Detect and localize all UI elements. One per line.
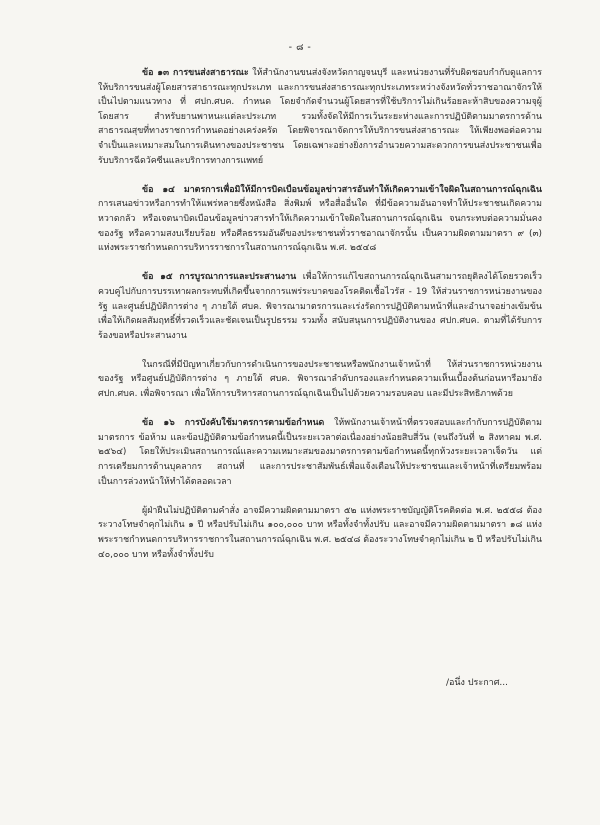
section-14-title: ข้อ ๑๔ มาตรการเพื่อมิให้มีการบิดเบือนข้อมูลข่าวสารอันทำให้เกิดความเข้าใจผิดในสถานการณ์ฉุกเฉิน bbox=[142, 184, 542, 195]
section-15 bbox=[98, 270, 542, 343]
section-16-text: ให้พนักงานเจ้าหน้าที่ตรวจสอบและกำกับการปฏิบัติตามมาตรการ ข้อห้าม และข้อปฏิบัติตามข้อกำหนดนี้เป็นระยะเวลาต่อเนื่องอย่างน้อยสิบสี่วัน (จนถึงวันที่ ๒ สิงหาคม พ.ศ. ๒๕๖๔) โดยให้ประเมินสถานการณ์และความเหมาะสมของมาตรการตามข้อกำหนดนี้ทุกห้วงระยะเวลาเจ็ดวัน แต่การเตรียมการด้านบุคลากร สถานที่ และการประชาสัมพันธ์เพื่อแจ้งเตือนให้ประชาชนและเจ้าหน้าที่เตรียมพร้อมเป็นการล่วงหน้าให้ทำได้ตลอดเวลา bbox=[98, 418, 542, 487]
section-13 bbox=[98, 66, 542, 168]
section-16-title: ข้อ ๑๖ การบังคับใช้มาตรการตามข้อกำหนด bbox=[142, 418, 325, 429]
document-body bbox=[98, 66, 542, 562]
section-16 bbox=[98, 416, 542, 489]
section-15-text: เพื่อให้การแก้ไขสถานการณ์ฉุกเฉินสามารถยุติลงได้โดยรวดเร็ว ควบคู่ไปกับการบรรเทาผลกระทบที่เกิดขึ้นจากการแพร่ระบาดของโรคติดเชื้อไวรัส - 19 ให้ส่วนราชการหน่วยงานของรัฐ และศูนย์ปฏิบัติการต่าง ๆ ภายใต้ ศบค. พิจารณามาตรการและเร่งรัดการปฏิบัติตามหน้าที่และอำนาจอย่างเข้มข้นเพื่อให้เกิดผลสัมฤทธิ์ที่รวดเร็วและชัดเจนเป็นรูปธรรม รวมทั้ง สนับสนุนการปฏิบัติงานของ ศปก.ศบค. ตามที่ได้รับการร้องขอหรือประสานงาน bbox=[98, 272, 542, 341]
section-14-text: การเสนอข่าวหรือการทำให้แพร่หลายซึ่งหนังสือ สิ่งพิมพ์ หรือสื่ออื่นใด ที่มีข้อความอันอาจทำให้ประชาชนเกิดความหวาดกลัว หรือเจตนาบิดเบือนข้อมูลข่าวสารทำให้เกิดความเข้าใจผิดในสถานการณ์ฉุกเฉิน จนกระทบต่อความมั่นคงของรัฐ หรือความสงบเรียบร้อย หรือศีลธรรมอันดีของประชาชนทั่วราชอาณาจักรนั้น เป็นความผิดตามมาตรา ๙ (๓) แห่งพระราชกำหนดการบริหารราชการในสถานการณ์ฉุกเฉิน พ.ศ. ๒๕๔๘ bbox=[98, 199, 542, 254]
continuation-note: /อนึ่ง ประกาศ... bbox=[445, 678, 508, 688]
section-15-continued bbox=[98, 358, 542, 402]
section-15-continued-text: ในกรณีที่มีปัญหาเกี่ยวกับการดำเนินการของประชาชนหรือพนักงานเจ้าหน้าที่ ให้ส่วนราชการหน่วยงานของรัฐ หรือศูนย์ปฏิบัติการต่าง ๆ ภายใต้ ศบค. พิจารณาลำดับกรองและกำหนดความเห็นเบื้องต้นก่อนหารือมายัง ศปก.ศบค. เพื่อพิจารณา เพื่อให้การบริหารสถานการณ์ฉุกเฉินเป็นไปด้วยความรอบคอบ และมีประสิทธิภาพด้วย bbox=[98, 359, 542, 400]
section-14 bbox=[98, 183, 542, 256]
section-13-title: ข้อ ๑๓ การขนส่งสาธารณะ bbox=[142, 68, 249, 78]
penalty-paragraph: ผู้ฝ่าฝืนไม่ปฏิบัติตามคำสั่ง อาจมีความผิดตามมาตรา ๕๒ แห่งพระราชบัญญัติโรคติดต่อ พ.ศ. ๒๕๕๘ ต้องระวางโทษจำคุกไม่เกิน ๑ ปี หรือปรับไม่เกิน ๑๐๐,๐๐๐ บาท หรือทั้งจำทั้งปรับ และอาจมีความผิดตามมาตรา ๑๘ แห่งพระราชกำหนดการบริหารราชการในสถานการณ์ฉุกเฉิน พ.ศ. ๒๕๔๘ ต้องระวางโทษจำคุกไม่เกิน ๒ ปี หรือปรับไม่เกิน ๔๐,๐๐๐ บาท หรือทั้งจำทั้งปรับ bbox=[98, 505, 542, 560]
section-15-title: ข้อ ๑๕ การบูรณาการและประสานงาน bbox=[142, 272, 297, 283]
section-13-text: ให้สำนักงานขนส่งจังหวัดกาญจนบุรี และหน่วยงานที่รับผิดชอบกำกับดูแลการให้บริการขนส่งผู้โดยสารสาธารณะทุกประเภท และการขนส่งสาธารณะทุกประเภทระหว่างจังหวัดทั่วราชอาณาจักรให้เป็นไปตามแนวทาง ที่ ศปก.ศบค. กำหนด โดยจำกัดจำนวนผู้โดยสารที่ใช้บริการไม่เกินร้อยละห้าสิบของความจุผู้โดยสาร สำหรับยานพาหนะแต่ละประเภท รวมทั้งจัดให้มีการเว้นระยะห่างและการปฏิบัติตามมาตรการด้านสาธารณสุขที่ทางราชการกำหนดอย่างเคร่งครัด โดยพิจารณาจัดการให้บริการขนส่งสาธารณะ ให้เพียงพอต่อความจำเป็นและเหมาะสมในการเดินทางของประชาชน โดยเฉพาะอย่างยิ่งการอำนวยความสะดวกการขนส่งประชาชนเพื่อรับบริการฉีดวัคซีนและบริการทางการแพทย์ bbox=[98, 68, 542, 166]
page-number: - ๘ - bbox=[288, 42, 312, 53]
